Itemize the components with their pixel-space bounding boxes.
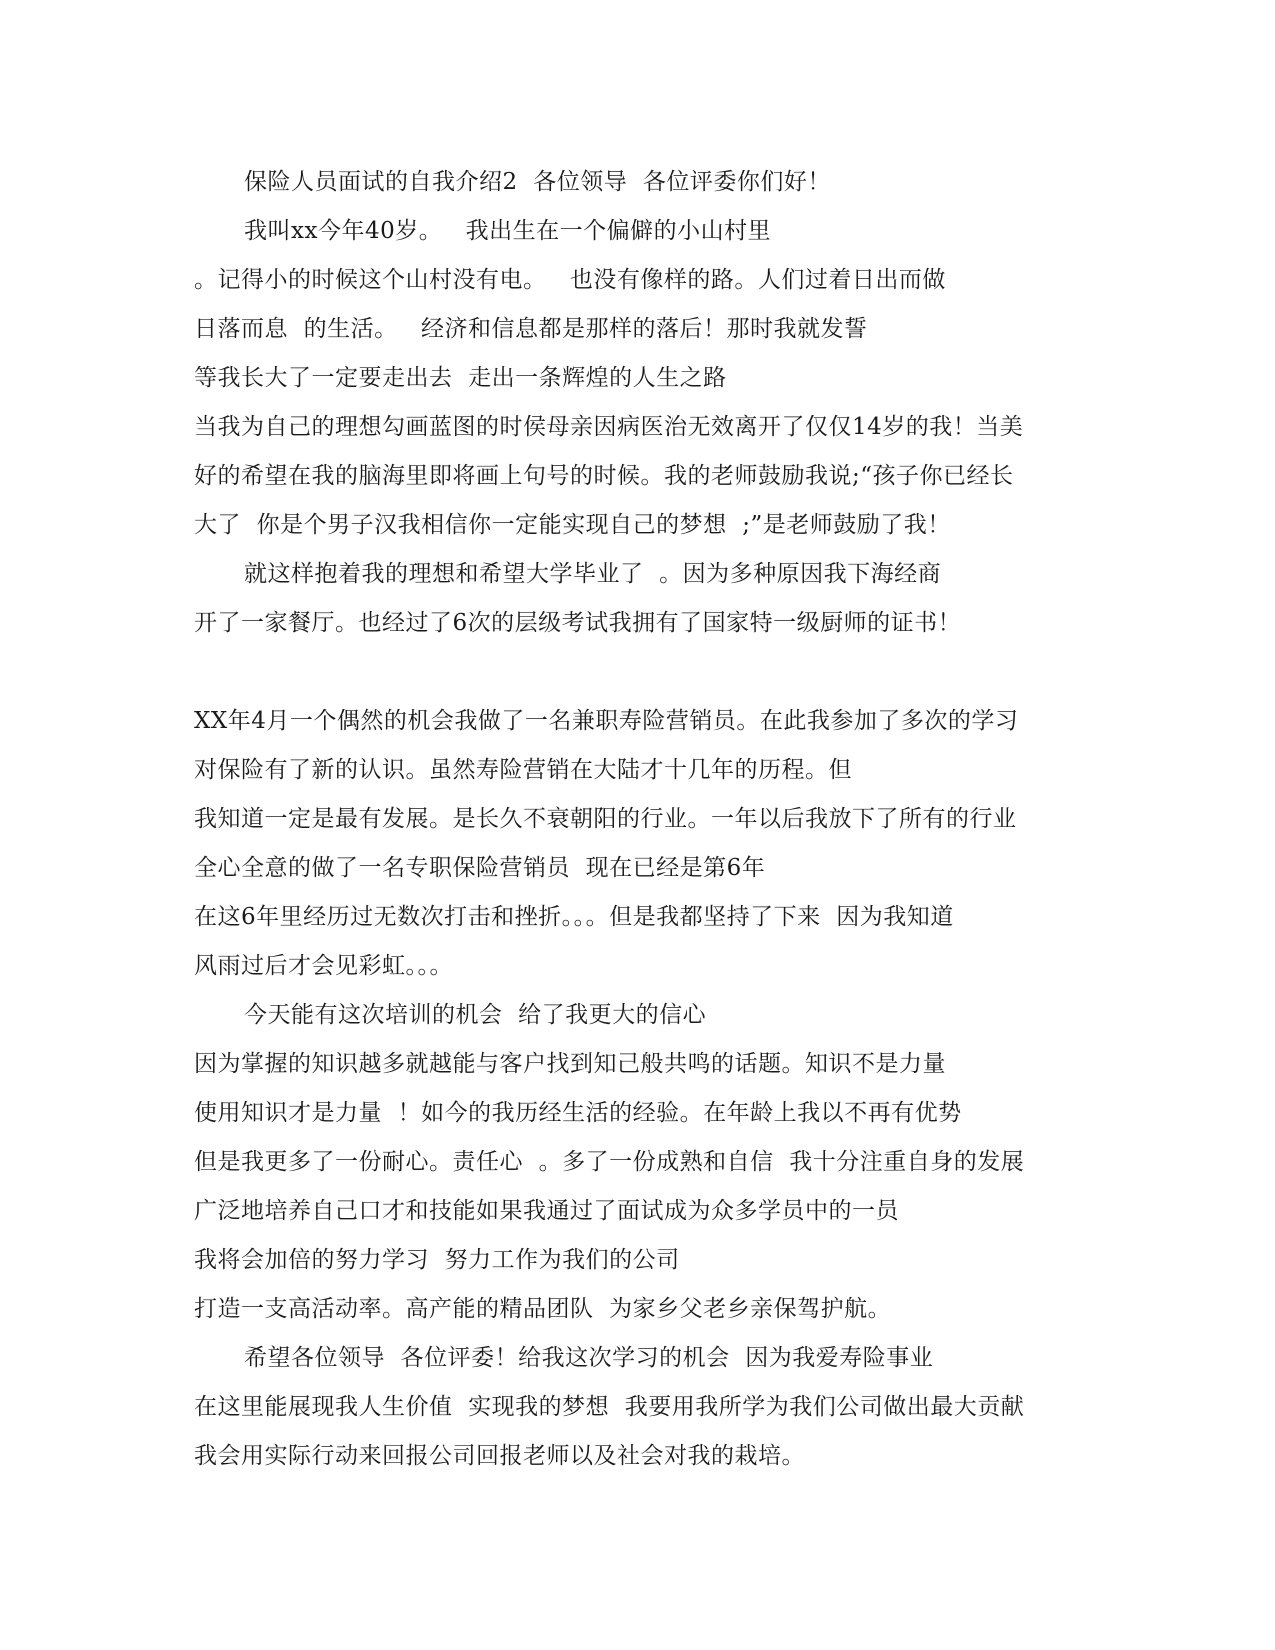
- text-line: 全心全意的做了一名专职保险营销员 现在已经是第6年: [194, 855, 766, 881]
- text-line: 在这6年里经历过无数次打击和挫折。。。但是我都坚持了下来 因为我知道: [194, 904, 954, 930]
- text-line: 大了 你是个男子汉我相信你一定能实现自己的梦想 ;”是老师鼓励了我！: [194, 512, 951, 538]
- text-line: 。记得小的时候这个山村没有电。 也没有像样的路。人们过着日出而做: [194, 267, 946, 293]
- text-line: 但是我更多了一份耐心。责任心 。多了一份成熟和自信 我十分注重自身的发展: [194, 1149, 1025, 1175]
- text-line: 保险人员面试的自我介绍2 各位领导 各位评委你们好！: [244, 169, 831, 195]
- text-line: 打造一支高活动率。高产能的精品团队 为家乡父老乡亲保驾护航。: [194, 1296, 892, 1322]
- text-line: 广泛地培养自己口才和技能如果我通过了面试成为众多学员中的一员: [194, 1198, 899, 1224]
- text-line: 当我为自己的理想勾画蓝图的时侯母亲因病医治无效离开了仅仅14岁的我！当美: [194, 414, 1024, 440]
- text-line: 等我长大了一定要走出去 走出一条辉煌的人生之路: [194, 365, 727, 391]
- text-line: 我会用实际行动来回报公司回报老师以及社会对我的栽培。: [194, 1443, 805, 1469]
- document-body: [194, 158, 1094, 1481]
- text-line: 因为掌握的知识越多就越能与客户找到知己般共鸣的话题。知识不是力量: [194, 1051, 946, 1077]
- text-line: 使用知识才是力量 ！如今的我历经生活的经验。在年龄上我以不再有优势: [194, 1100, 962, 1126]
- text-line: 开了一家餐厅。也经过了6次的层级考试我拥有了国家特一级厨师的证书！: [194, 610, 962, 636]
- text-line: 对保险有了新的认识。虽然寿险营销在大陆才十几年的历程。但: [194, 757, 852, 783]
- text-line: 好的希望在我的脑海里即将画上句号的时候。我的老师鼓励我说;“孩子你已经长: [194, 463, 1014, 489]
- text-line: 今天能有这次培训的机会 给了我更大的信心: [244, 1002, 707, 1028]
- text-line: 我将会加倍的努力学习 努力工作为我们的公司: [194, 1247, 680, 1273]
- text-line: 风雨过后才会见彩虹。。。: [194, 953, 453, 979]
- text-line: 我叫xx今年40岁。 我出生在一个偏僻的小山村里: [244, 218, 772, 244]
- text-line: 我知道一定是最有发展。是长久不衰朝阳的行业。一年以后我放下了所有的行业: [194, 806, 1017, 832]
- text-line: 日落而息 的生活。 经济和信息都是那样的落后！那时我就发誓: [194, 316, 868, 342]
- text-line: 希望各位领导 各位评委！给我这次学习的机会 因为我爱寿险事业: [244, 1345, 934, 1371]
- text-line: 就这样抱着我的理想和希望大学毕业了 。因为多种原因我下海经商: [244, 561, 942, 587]
- paragraph-gap: [194, 648, 1094, 697]
- text-line: XX年4月一个偶然的机会我做了一名兼职寿险营销员。在此我参加了多次的学习: [194, 708, 1019, 734]
- text-line: 在这里能展现我人生价值 实现我的梦想 我要用我所学为我们公司做出最大贡献: [194, 1394, 1025, 1420]
